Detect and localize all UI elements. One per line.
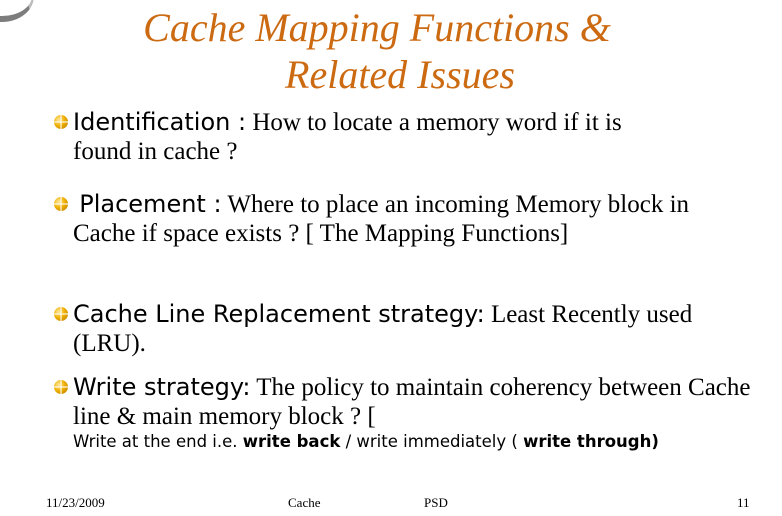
bullet-body: The policy to maintain coherency between Cache line & main memory block ? [	[73, 374, 751, 430]
detail-write-back: write back	[242, 432, 341, 451]
detail-middle: / write immediately (	[345, 432, 518, 451]
bullet-write-strategy	[56, 373, 776, 453]
bullet-icon	[54, 307, 68, 321]
bullet-body: Least Recently used (LRU).	[73, 301, 693, 357]
bullet-keyword: Placement :	[79, 190, 222, 218]
footer-date: 11/23/2009	[46, 495, 105, 510]
write-strategy-detail	[73, 431, 763, 453]
bullet-keyword: Cache Line Replacement strategy:	[73, 300, 485, 328]
bullet-keyword: Identification :	[73, 108, 247, 136]
footer-center-psd: PSD	[424, 495, 448, 510]
slide-title	[0, 4, 782, 98]
bullet-icon	[54, 115, 68, 129]
bullet-icon	[54, 380, 68, 394]
bullet-body: Where to place an incoming Memory block in Cache if space exists ? [ The Mapping Functions]	[73, 191, 690, 247]
bullet-placement	[56, 190, 776, 248]
bullet-keyword: Write strategy:	[73, 373, 251, 401]
footer-center-cache: Cache	[288, 495, 321, 510]
bullet-icon	[54, 197, 68, 211]
bullet-body: How to locate a memory word if it is found in cache ?	[73, 109, 622, 165]
detail-write-through: write through)	[523, 432, 659, 451]
detail-prefix: Write at the end i.e.	[73, 432, 238, 451]
footer-page-number: 11	[737, 495, 750, 510]
bullet-replacement-strategy	[56, 300, 776, 358]
slide-title-line2: Related Issues	[285, 52, 515, 97]
bullet-identification	[56, 108, 776, 166]
slide-title-line1: Cache Mapping Functions &	[143, 5, 611, 50]
